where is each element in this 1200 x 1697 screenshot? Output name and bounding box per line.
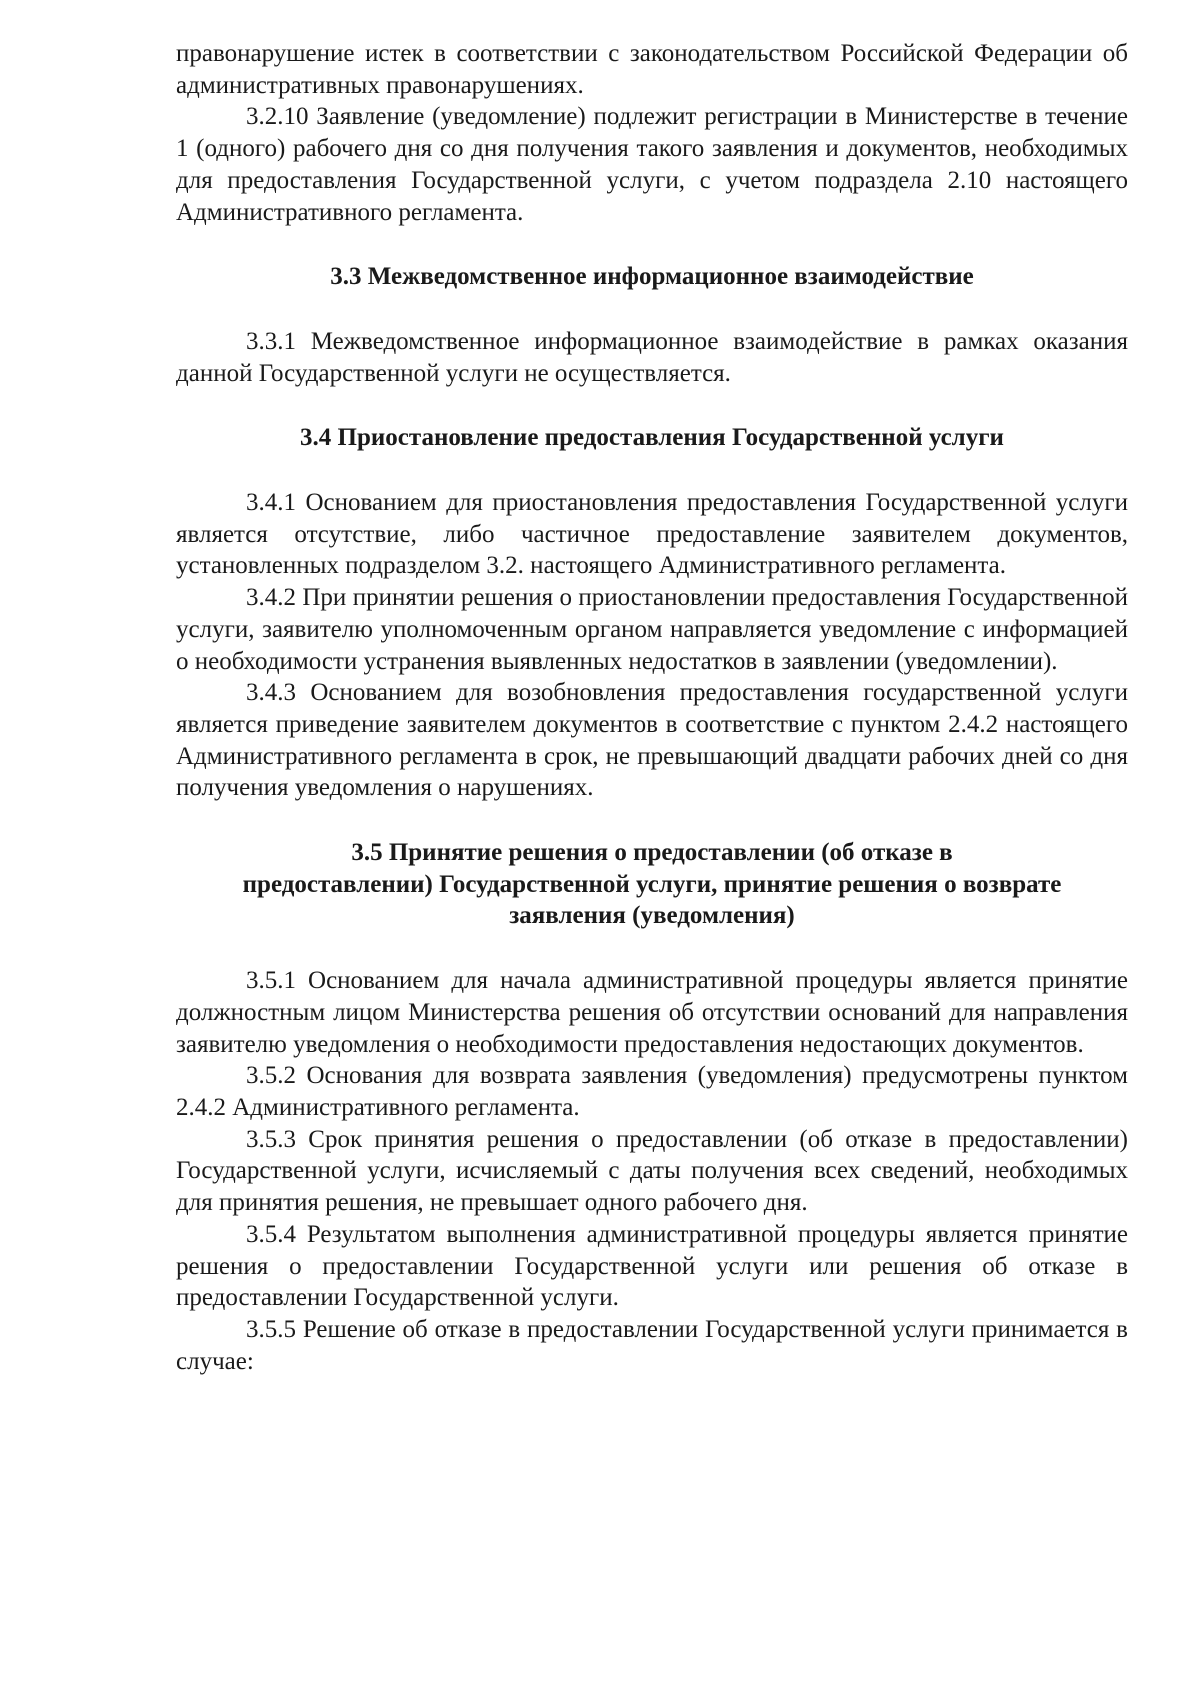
heading-3-5-line2: предоставлении) Государственной услуги, принятие решения о возврате: [242, 870, 1062, 898]
paragraph-3-5-3: 3.5.3 Срок принятия решения о предоставлении (об отказе в предоставлении) Государственной услуги, исчисляемый с даты получения всех сведений, необходимых для принятия решения, не превышает одного рабочего дня.: [176, 1125, 1128, 1217]
paragraph-3-3-1: 3.3.1 Межведомственное информационное взаимодействие в рамках оказания данной Государственной услуги не осуществляется.: [176, 327, 1128, 387]
heading-3-4: 3.4 Приостановление предоставления Государственной услуги: [300, 424, 1004, 452]
heading-3-5-line1: 3.5 Принятие решения о предоставлении (об отказе в: [351, 839, 953, 867]
paragraph-3-5-5: 3.5.5 Решение об отказе в предоставлении Государственной услуги принимается в случае:: [176, 1315, 1128, 1375]
paragraph-3-5-2: 3.5.2 Основания для возврата заявления (уведомления) предусмотрены пунктом 2.4.2 Административного регламента.: [176, 1062, 1128, 1121]
heading-3-5-line3: заявления (уведомления): [509, 902, 795, 930]
paragraph-3-2-10: 3.2.10 Заявление (уведомление) подлежит регистрации в Министерстве в течение 1 (одного) рабочего дня со дня получения такого заявления и документов, необходимых для предоставления Государственной услуги, с учетом подраздела 2.10 настоящего Административного регламента.: [176, 103, 1128, 226]
heading-3-5: [176, 837, 1128, 932]
paragraph-3-4-3: 3.4.3 Основанием для возобновления предоставления государственной услуги является приведение заявителем документов в соответствие с пунктом 2.4.2 настоящего Административного регламента в срок, не превышающий двадцати рабочих дней со дня получения уведомления о нарушениях.: [176, 679, 1128, 802]
paragraph-continuation: правонарушение истек в соответствии с законодательством Российской Федерации об административных правонарушениях.: [176, 40, 1128, 99]
document-page: [176, 38, 1128, 1377]
paragraph-3-5-1: 3.5.1 Основанием для начала административной процедуры является принятие должностным лицом Министерства решения об отсутствии оснований для направления заявителю уведомления о необходимости предоставления недостающих документов.: [176, 967, 1128, 1058]
paragraph-3-5-4: 3.5.4 Результатом выполнения административной процедуры является принятие решения о предоставлении Государственной услуги или решения об отказе в предоставлении Государственной услуги.: [176, 1220, 1128, 1312]
paragraph-3-4-1: 3.4.1 Основанием для приостановления предоставления Государственной услуги является отсутствие, либо частичное предоставление заявителем документов, установленных подразделом 3.2. настоящего Административного регламента.: [176, 489, 1128, 580]
heading-3-3: 3.3 Межведомственное информационное взаимодействие: [330, 263, 974, 291]
paragraph-3-4-2: 3.4.2 При принятии решения о приостановлении предоставления Государственной услуги, заявителю уполномоченным органом направляется уведомление с информацией о необходимости устранения выявленных недостатков в заявлении (уведомлении).: [176, 584, 1128, 675]
